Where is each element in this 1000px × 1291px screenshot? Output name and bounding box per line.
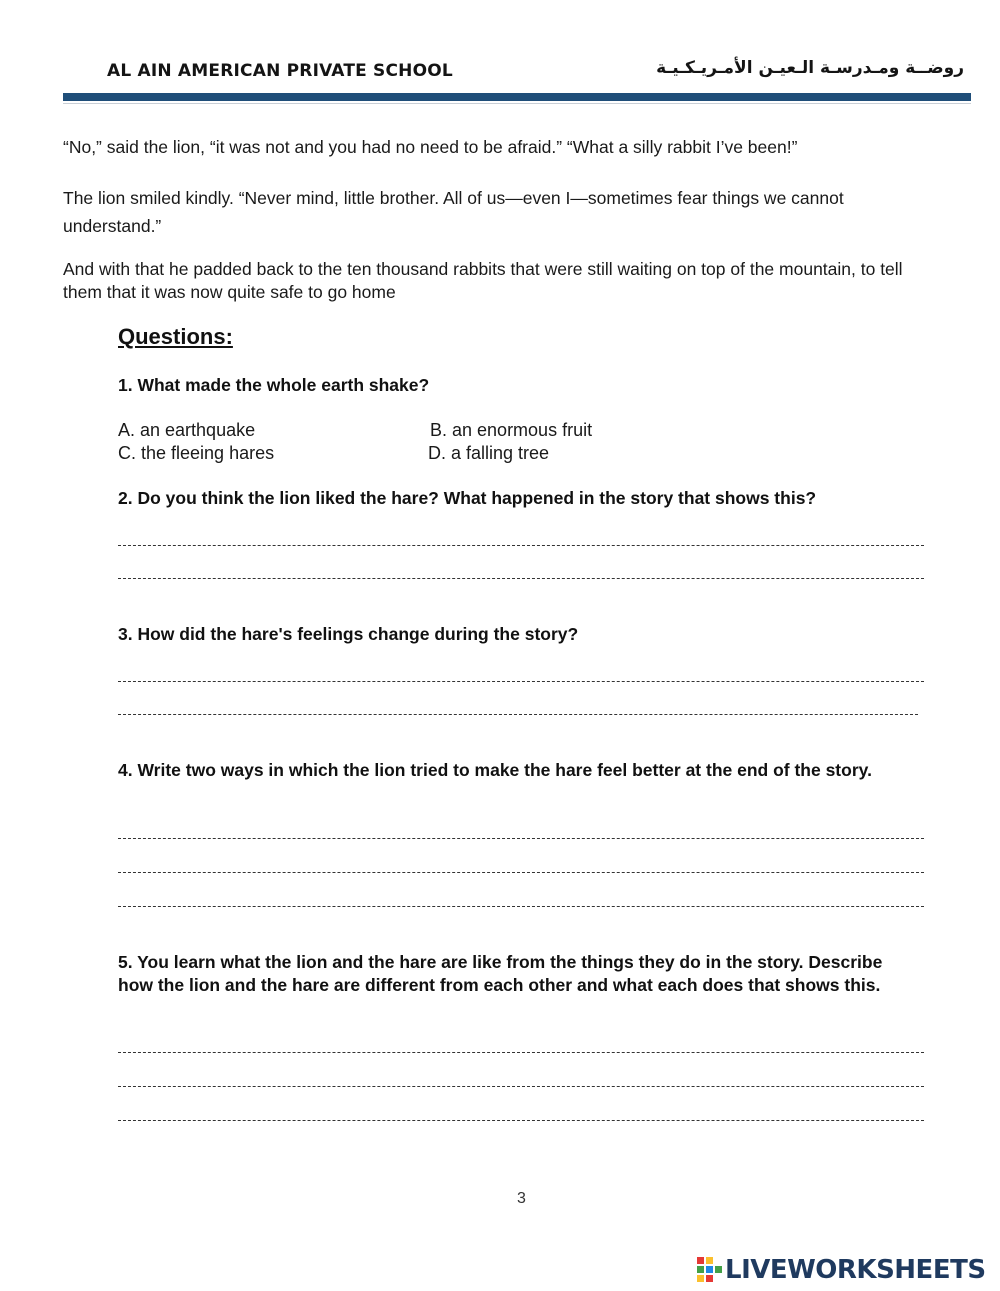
question-1: 1. What made the whole earth shake? — [118, 375, 430, 395]
question-2: 2. Do you think the lion liked the hare? What happened in the story that shows this? — [118, 488, 817, 508]
liveworksheets-logo[interactable] — [697, 1255, 986, 1285]
answer-line-q3-1[interactable] — [118, 681, 924, 682]
liveworksheets-wordmark: LIVEWORKSHEETS — [725, 1255, 986, 1285]
question-1-option-d[interactable]: D. a falling tree — [428, 443, 550, 463]
question-5: 5. You learn what the lion and the hare are like from the things they do in the story. Describe how the lion and the hare are different from each other and what each does that shows this. — [118, 952, 883, 995]
answer-line-q3-2[interactable] — [118, 714, 918, 715]
story-paragraph-3: And with that he padded back to the ten thousand rabbits that were still waiting on top of the mountain, to tell them that it was now quite safe to go home — [63, 259, 903, 302]
answer-line-q2-2[interactable] — [118, 578, 924, 579]
question-4: 4. Write two ways in which the lion tried to make the hare feel better at the end of the story. — [118, 760, 872, 780]
answer-line-q4-1[interactable] — [118, 838, 924, 839]
answer-line-q5-3[interactable] — [118, 1120, 924, 1121]
question-1-option-c[interactable]: C. the fleeing hares — [118, 443, 275, 463]
school-name-english: AL AIN AMERICAN PRIVATE SCHOOL — [107, 61, 453, 81]
story-paragraph-1: “No,” said the lion, “it was not and you had no need to be afraid.” “What a silly rabbit I’ve been!” — [63, 137, 798, 157]
question-3: 3. How did the hare's feelings change during the story? — [118, 624, 579, 644]
question-1-option-a[interactable]: A. an earthquake — [118, 420, 256, 440]
question-1-option-b[interactable]: B. an enormous fruit — [430, 420, 593, 440]
answer-line-q4-2[interactable] — [118, 872, 924, 873]
liveworksheets-icon — [697, 1257, 723, 1283]
answer-line-q5-2[interactable] — [118, 1086, 924, 1087]
answer-line-q2-1[interactable] — [118, 545, 924, 546]
answer-line-q4-3[interactable] — [118, 906, 924, 907]
answer-line-q5-1[interactable] — [118, 1052, 924, 1053]
school-name-arabic: روضــة ومـدرسـة الـعيـن الأمـريـكـيـة — [656, 58, 964, 78]
header-divider — [63, 93, 971, 101]
questions-heading: Questions: — [118, 324, 233, 349]
page-number: 3 — [517, 1190, 526, 1207]
story-paragraph-2: The lion smiled kindly. “Never mind, little brother. All of us—even I—sometimes fear things we cannot understand.” — [63, 188, 844, 236]
